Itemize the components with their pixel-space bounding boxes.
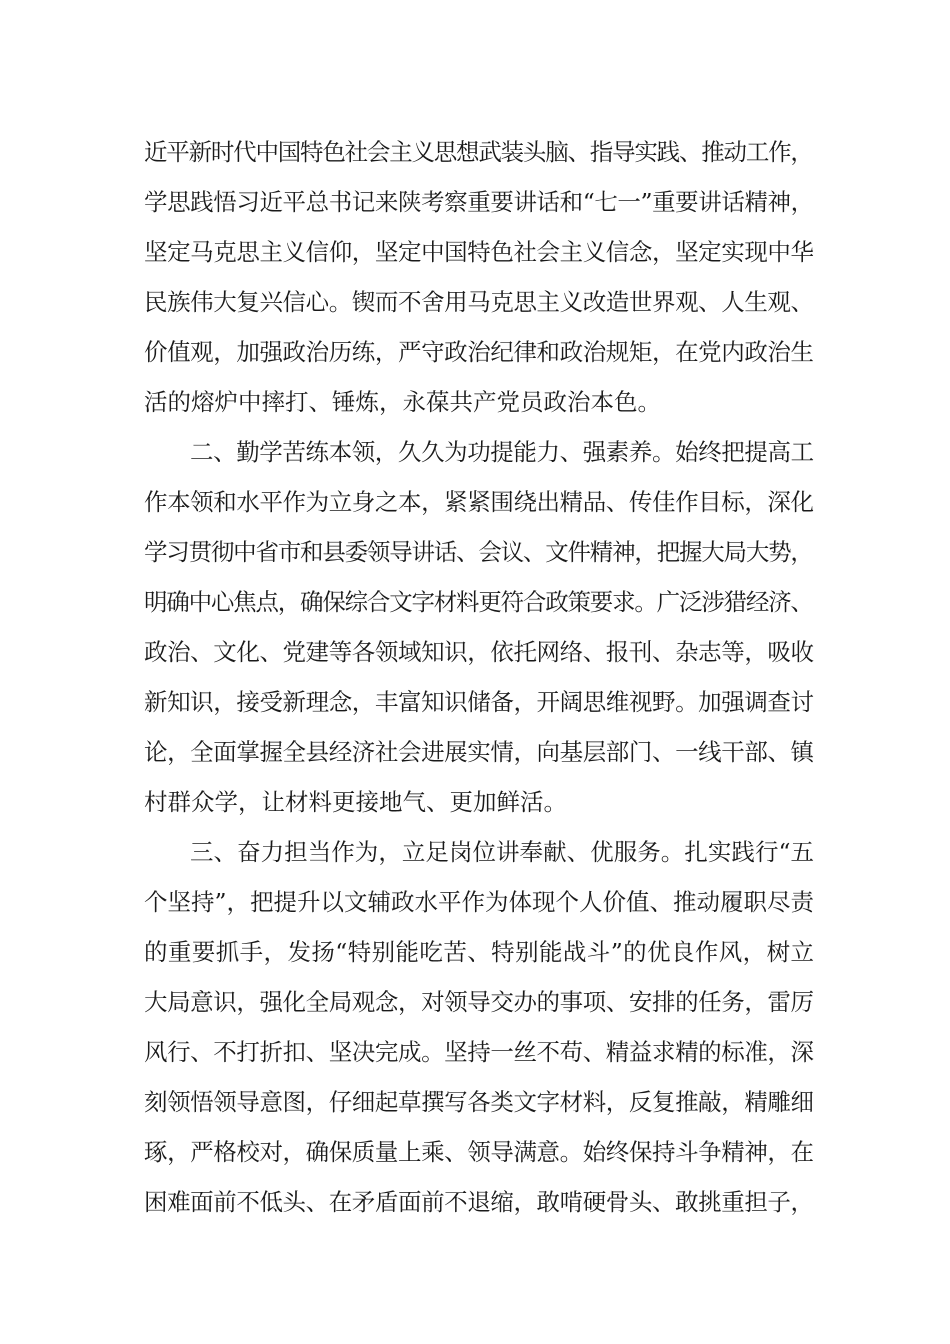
paragraph-heading-line: 二、勤学苦练本领，久久为功提能力、强素养。始终把提高工 bbox=[190, 438, 814, 466]
text-line: 大局意识，强化全局观念，对领导交办的事项、安排的任务，雷厉 bbox=[144, 988, 814, 1016]
text-line: 近平新时代中国特色社会主义思想武装头脑、指导实践、推动工作， bbox=[144, 138, 813, 166]
text-line: 政治、文化、党建等各领域知识，依托网络、报刊、杂志等，吸收 bbox=[144, 638, 814, 666]
text-line: 的重要抓手，发扬“特别能吃苦、特别能战斗”的优良作风，树立 bbox=[144, 938, 815, 966]
text-line: 论，全面掌握全县经济社会进展实情，向基层部门、一线干部、镇 bbox=[144, 738, 814, 766]
text-line: 作本领和水平作为立身之本，紧紧围绕出精品、传佳作目标，深化 bbox=[144, 488, 814, 516]
text-line: 价值观，加强政治历练，严守政治纪律和政治规矩，在党内政治生 bbox=[144, 338, 814, 366]
paragraph-heading-line: 三、奋力担当作为，立足岗位讲奉献、优服务。扎实践行“五 bbox=[190, 838, 815, 866]
text-line: 刻领悟领导意图，仔细起草撰写各类文字材料，反复推敲，精雕细 bbox=[144, 1088, 814, 1116]
text-line: 民族伟大复兴信心。锲而不舍用马克思主义改造世界观、人生观、 bbox=[144, 288, 814, 316]
text-line: 风行、不打折扣、坚决完成。坚持一丝不苟、精益求精的标准，深 bbox=[144, 1038, 814, 1066]
text-line: 活的熔炉中摔打、锤炼，永葆共产党员政治本色。 bbox=[144, 388, 661, 416]
text-line: 明确中心焦点，确保综合文字材料更符合政策要求。广泛涉猎经济、 bbox=[144, 588, 813, 616]
text-line: 困难面前不低头、在矛盾面前不退缩，敢啃硬骨头、敢挑重担子， bbox=[144, 1188, 814, 1216]
text-line: 坚定马克思主义信仰，坚定中国特色社会主义信念，坚定实现中华 bbox=[144, 238, 814, 266]
text-line: 个坚持”，把提升以文辅政水平作为体现个人价值、推动履职尽责 bbox=[144, 888, 815, 916]
text-line: 琢，严格校对，确保质量上乘、领导满意。始终保持斗争精神，在 bbox=[144, 1138, 814, 1166]
text-line: 学思践悟习近平总书记来陕考察重要讲话和“七一”重要讲话精神， bbox=[144, 188, 814, 216]
text-line: 新知识，接受新理念，丰富知识储备，开阔思维视野。加强调查讨 bbox=[144, 688, 814, 716]
text-line: 村群众学，让材料更接地气、更加鲜活。 bbox=[144, 788, 567, 816]
text-line: 学习贯彻中省市和县委领导讲话、会议、文件精神，把握大局大势， bbox=[144, 538, 813, 566]
